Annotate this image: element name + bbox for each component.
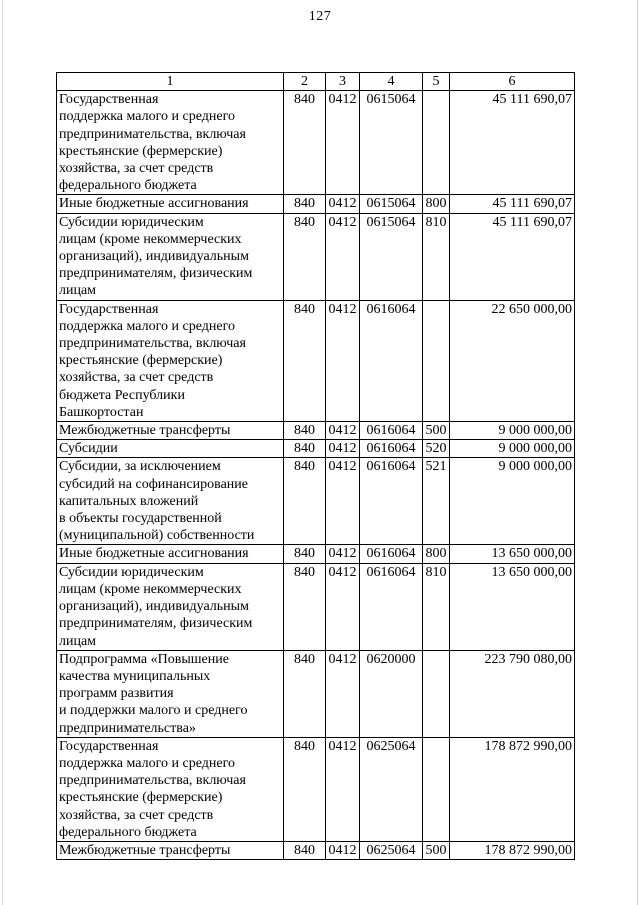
row-expense-type-cell: 810 [423,213,450,300]
scan-edge-right [637,0,638,905]
row-target-cell: 0620000 [360,650,423,737]
table-row [57,213,575,300]
row-code-cell: 840 [284,300,326,421]
budget-table [56,72,575,860]
row-name-cell: Субсидии юридическим лицам (кроме некоммерческих организаций), индивидуальным предпринимателям, физическим лицам [57,563,284,650]
row-expense-type-cell: 521 [423,458,450,545]
table-row [57,440,575,458]
row-amount-cell: 13 650 000,00 [450,563,575,650]
row-amount-cell: 178 872 990,00 [450,841,575,859]
row-amount-cell: 13 650 000,00 [450,545,575,563]
row-code-cell: 840 [284,737,326,841]
scan-edge-left [2,0,3,905]
row-expense-type-cell: 800 [423,545,450,563]
table-row [57,563,575,650]
row-section-cell: 0412 [326,213,360,300]
row-name-cell: Государственная поддержка малого и среднего предпринимательства, включая крестьянские (фермерские) хозяйства, за счет средств бюджета Республики Башкортостан [57,300,284,421]
row-target-cell: 0616064 [360,545,423,563]
row-section-cell: 0412 [326,300,360,421]
header-row [57,73,575,91]
row-target-cell: 0615064 [360,213,423,300]
row-target-cell: 0616064 [360,458,423,545]
row-expense-type-cell [423,300,450,421]
row-code-cell: 840 [284,650,326,737]
row-code-cell: 840 [284,195,326,213]
row-expense-type-cell: 520 [423,440,450,458]
row-target-cell: 0615064 [360,195,423,213]
row-name-cell: Межбюджетные трансферты [57,422,284,440]
row-name-cell: Межбюджетные трансферты [57,841,284,859]
table-row [57,650,575,737]
row-amount-cell: 45 111 690,07 [450,213,575,300]
row-section-cell: 0412 [326,650,360,737]
row-target-cell: 0616064 [360,422,423,440]
row-section-cell: 0412 [326,563,360,650]
row-name-cell: Иные бюджетные ассигнования [57,545,284,563]
row-amount-cell: 45 111 690,07 [450,195,575,213]
row-code-cell: 840 [284,563,326,650]
row-expense-type-cell [423,737,450,841]
row-amount-cell: 178 872 990,00 [450,737,575,841]
table-row [57,422,575,440]
table-row [57,458,575,545]
table-row [57,195,575,213]
header-cell-5: 5 [423,73,450,91]
row-target-cell: 0625064 [360,841,423,859]
table-row [57,300,575,421]
header-cell-4: 4 [360,73,423,91]
row-code-cell: 840 [284,458,326,545]
row-target-cell: 0616064 [360,563,423,650]
row-expense-type-cell [423,91,450,195]
row-section-cell: 0412 [326,737,360,841]
row-expense-type-cell [423,650,450,737]
header-cell-1: 1 [57,73,284,91]
row-name-cell: Субсидии, за исключением субсидий на софинансирование капитальных вложений в объекты государственной (муниципальной) собственности [57,458,284,545]
row-name-cell: Государственная поддержка малого и среднего предпринимательства, включая крестьянские (фермерские) хозяйства, за счет средств федерального бюджета [57,91,284,195]
row-amount-cell: 223 790 080,00 [450,650,575,737]
row-target-cell: 0616064 [360,300,423,421]
row-code-cell: 840 [284,545,326,563]
table-row [57,91,575,195]
row-amount-cell: 22 650 000,00 [450,300,575,421]
row-code-cell: 840 [284,440,326,458]
row-section-cell: 0412 [326,440,360,458]
row-expense-type-cell: 500 [423,422,450,440]
table-row [57,737,575,841]
row-code-cell: 840 [284,841,326,859]
row-target-cell: 0625064 [360,737,423,841]
row-code-cell: 840 [284,213,326,300]
row-amount-cell: 9 000 000,00 [450,440,575,458]
table-row [57,841,575,859]
row-amount-cell: 45 111 690,07 [450,91,575,195]
header-cell-3: 3 [326,73,360,91]
row-target-cell: 0616064 [360,440,423,458]
row-amount-cell: 9 000 000,00 [450,458,575,545]
row-name-cell: Субсидии юридическим лицам (кроме некоммерческих организаций), индивидуальным предпринимателям, физическим лицам [57,213,284,300]
header-cell-6: 6 [450,73,575,91]
row-section-cell: 0412 [326,91,360,195]
row-section-cell: 0412 [326,545,360,563]
row-name-cell: Иные бюджетные ассигнования [57,195,284,213]
row-expense-type-cell: 800 [423,195,450,213]
row-code-cell: 840 [284,422,326,440]
row-expense-type-cell: 810 [423,563,450,650]
row-section-cell: 0412 [326,195,360,213]
table-row [57,545,575,563]
row-name-cell: Субсидии [57,440,284,458]
row-expense-type-cell: 500 [423,841,450,859]
row-section-cell: 0412 [326,422,360,440]
row-section-cell: 0412 [326,841,360,859]
row-name-cell: Подпрограмма «Повышение качества муниципальных программ развития и поддержки малого и среднего предпринимательства» [57,650,284,737]
header-cell-2: 2 [284,73,326,91]
row-amount-cell: 9 000 000,00 [450,422,575,440]
row-name-cell: Государственная поддержка малого и среднего предпринимательства, включая крестьянские (фермерские) хозяйства, за счет средств федерального бюджета [57,737,284,841]
row-section-cell: 0412 [326,458,360,545]
row-target-cell: 0615064 [360,91,423,195]
page-number: 127 [308,9,332,24]
row-code-cell: 840 [284,91,326,195]
